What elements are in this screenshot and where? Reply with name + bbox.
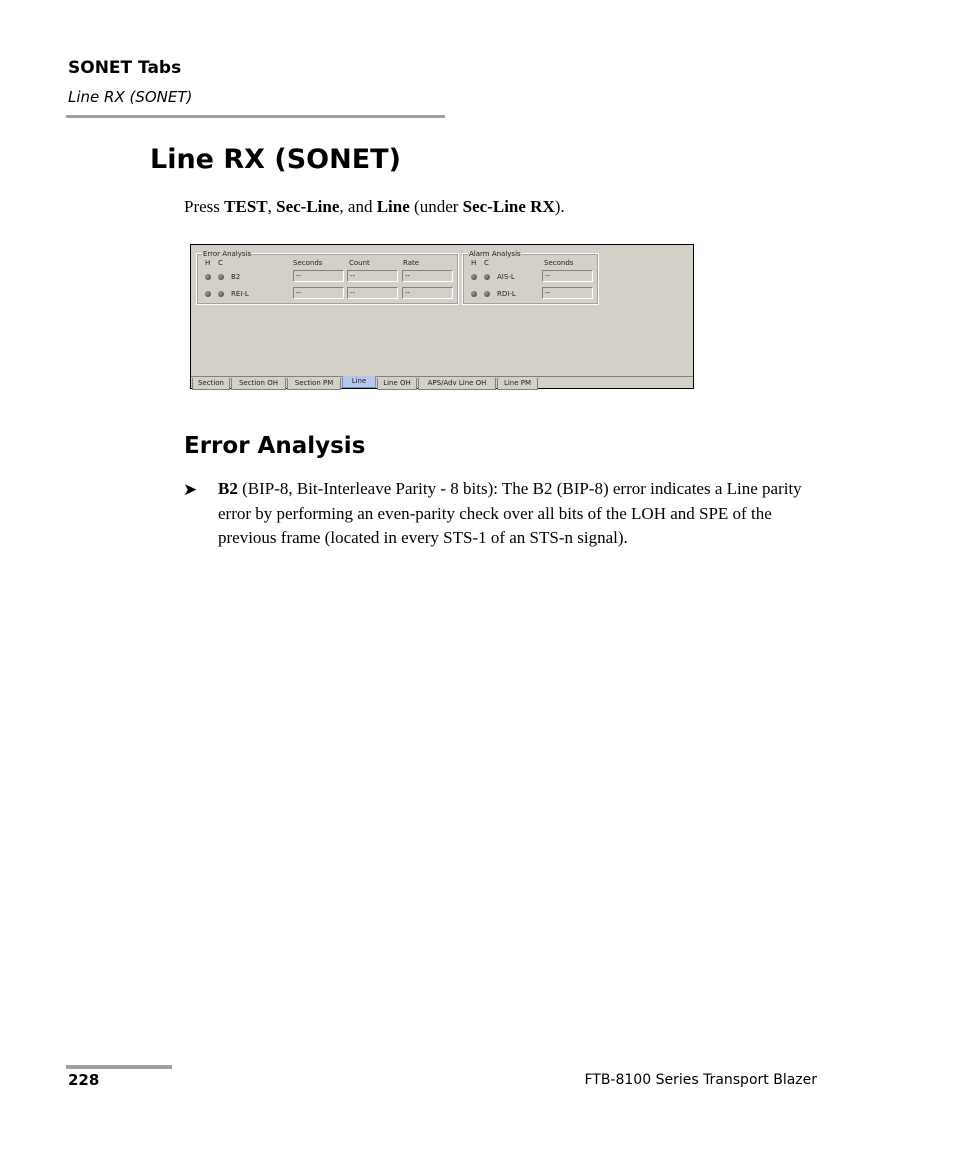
error-analysis-group — [196, 250, 459, 305]
rei-l-count-field: -- — [347, 287, 398, 299]
rei-l-current-led — [218, 291, 224, 297]
header-rule — [66, 115, 445, 118]
col-seconds-label: Seconds — [293, 259, 323, 267]
bullet-description: (BIP-8, Bit-Interleave Parity - 8 bits): The B2 (BIP-8) error indicates a Line parity error by performing an even-parity check over all bits of the LOH and SPE of the previous frame (located in every STS-1 of an STS-n signal). — [218, 479, 802, 547]
rdi-l-current-led — [484, 291, 490, 297]
tab-section-oh[interactable]: Section OH — [231, 378, 286, 390]
ais-l-label: AIS-L — [497, 273, 515, 281]
section-heading: Error Analysis — [184, 433, 366, 459]
bullet-term: B2 — [218, 479, 238, 498]
tab-strip — [191, 376, 693, 390]
alarm-analysis-group — [462, 250, 599, 305]
tab-section[interactable]: Section — [192, 378, 230, 390]
alarm-analysis-label: Alarm Analysis — [469, 250, 521, 258]
col-c-label: C — [218, 259, 223, 267]
line-rx-screenshot — [190, 244, 694, 389]
rei-l-history-led — [205, 291, 211, 297]
alarm-col-h-label: H — [471, 259, 477, 267]
rei-l-rate-field: -- — [402, 287, 453, 299]
error-analysis-label: Error Analysis — [203, 250, 252, 258]
page-number: 228 — [68, 1071, 100, 1089]
tab-section-pm[interactable]: Section PM — [287, 378, 341, 390]
rdi-l-label: RDI-L — [497, 290, 516, 298]
intro-paragraph: Press TEST, Sec-Line, and Line (under Sec-Line RX). — [184, 197, 565, 216]
col-h-label: H — [205, 259, 211, 267]
alarm-col-c-label: C — [484, 259, 489, 267]
bullet-arrow-icon: ➤ — [183, 480, 198, 499]
ais-l-seconds-field: -- — [542, 270, 593, 282]
rei-l-seconds-field: -- — [293, 287, 344, 299]
bullet-paragraph — [218, 477, 818, 551]
b2-current-led — [218, 274, 224, 280]
footer-rule — [66, 1065, 172, 1069]
col-rate-label: Rate — [403, 259, 420, 267]
page-title: Line RX (SONET) — [150, 144, 401, 175]
rdi-l-seconds-field: -- — [542, 287, 593, 299]
col-count-label: Count — [349, 259, 370, 267]
b2-rate-field: -- — [402, 270, 453, 282]
alarm-col-seconds-label: Seconds — [544, 259, 574, 267]
tab-line-pm[interactable]: Line PM — [497, 378, 538, 390]
footer-product-name: FTB-8100 Series Transport Blazer — [584, 1072, 817, 1088]
b2-seconds-field: -- — [293, 270, 344, 282]
b2-count-field: -- — [347, 270, 398, 282]
b2-label: B2 — [231, 273, 241, 281]
tab-aps-adv-line-oh[interactable]: APS/Adv Line OH — [418, 378, 496, 390]
running-header-subtitle: Line RX (SONET) — [68, 88, 193, 106]
ais-l-current-led — [484, 274, 490, 280]
rdi-l-history-led — [471, 291, 477, 297]
b2-history-led — [205, 274, 211, 280]
tab-line[interactable]: Line — [342, 376, 376, 388]
tab-line-oh[interactable]: Line OH — [377, 378, 417, 390]
rei-l-label: REI-L — [231, 290, 249, 298]
ais-l-history-led — [471, 274, 477, 280]
running-header-title: SONET Tabs — [68, 58, 182, 78]
